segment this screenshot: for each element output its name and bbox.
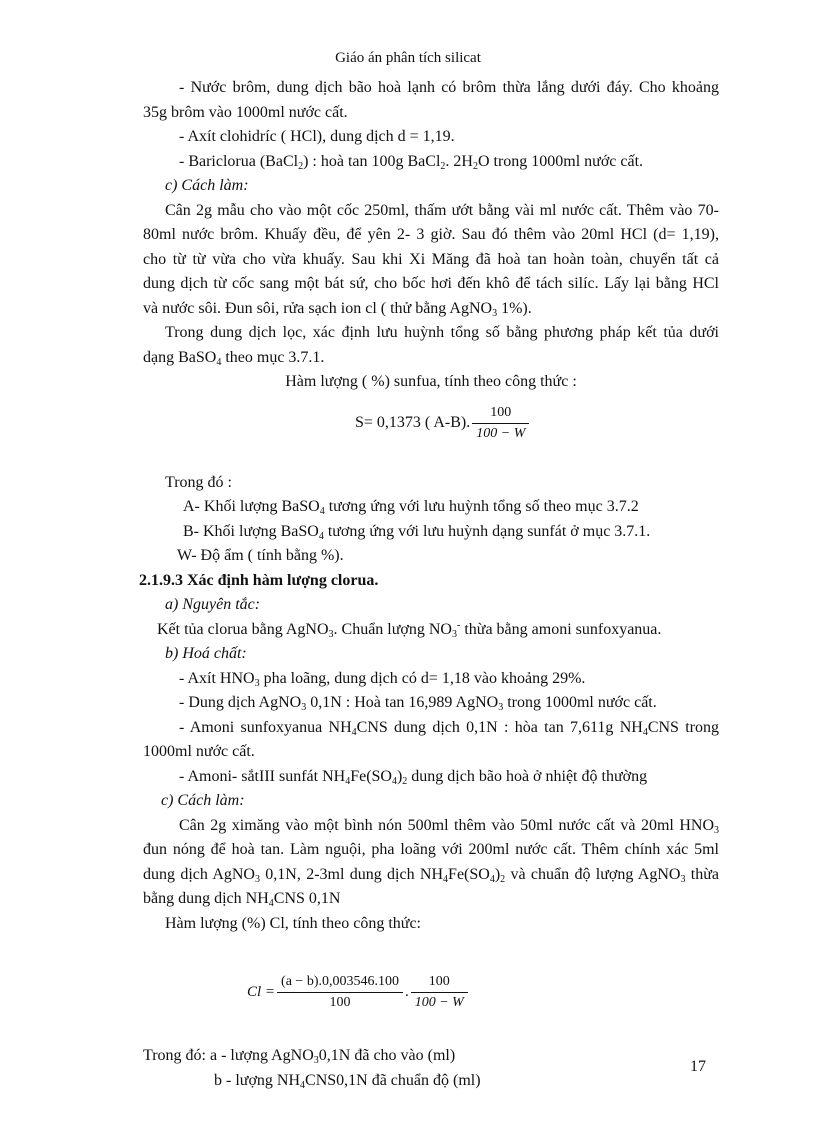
chemical-iron-alum: - Amoni- sắtIII sunfát $NH_4Fe(SO_4)_2$ dung dịch bão hoà ở nhiệt độ thường [179,767,648,787]
chemical-agno3: - Dung dịch AgNO$_3$ 0,1N : Hoà tan 16,989 AgNO$_3$ trong 1000ml nước cất. [179,694,657,713]
chemical-hno3: - Axít $HNO_3$ pha loãng, dung dịch có d= 1,18 vào khoảng 29%. [179,669,586,689]
section-title: 2.1.9.3 Xác định hàm lượng clorua. [139,571,379,589]
reagent-bromine-cont: 35g brôm vào 1000ml nước cất. [143,103,348,121]
procedure-2-line: dung dịch AgNO$_3$ 0,1N, 2-3ml dung dịch $NH_4Fe(SO_4)_2$ và chuẩn độ lượng AgNO$_3$ thừa [143,865,719,885]
procedure-line: Cân 2g mẫu cho vào một cốc 250ml, thấm ướt bằng vài ml nước cất. Thêm vào 70- [165,201,719,219]
reagent-bromine: - Nước brôm, dung dịch bão hoà lạnh có brôm thừa lắng dưới đáy. Cho khoảng [179,79,719,96]
where-item-w: W- Độ ẩm ( tính bằng %). [177,547,344,564]
where-item-b: B- Khối lượng BaSO$_4$ tương ứng với lưu huỳnh dạng sunfát ở mục 3.7.1. [183,522,651,542]
procedure-line: cho từ từ vừa cho vừa khuấy. Sau khi Xi Măng đã hoà tan hoàn toàn, chuyển tất cả [143,250,719,268]
where-item-a: A- Khối lượng BaSO$_4$ tương ứng với lưu huỳnh tổng số theo mục 3.7.2 [183,498,639,517]
chemical-nh4cns-cont: 1000ml nước cất. [143,743,255,760]
formula-fraction: $\frac{100}{100 - W}$ [472,404,529,443]
procedure-2-line: bằng dung dịch $NH_4CNS$ 0,1N [143,890,341,909]
procedure-line: dung dịch từ cốc sang một bát sứ, cho bốc hơi đến khô để tách silíc. Lấy lại bằng HCl [143,275,719,292]
where-label-1: Trong đó : [165,473,232,491]
where-label-2: Trong đó: a - lượng AgNO$_3$0,1N đã cho vào (ml) [143,1047,456,1066]
principle-heading: a) Nguyên tắc: [165,596,261,613]
reagent-hcl: - Axít clohidríc ( HCl), dung dịch d = 1,19. [179,128,455,145]
page-header: Giáo án phân tích silicat [335,50,481,66]
chloride-formula-intro: Hàm lượng (%) Cl, tính theo công thức: [165,914,421,932]
chemical-nh4cns: - Amoni sunfoxyanua $NH_4CNS$ dung dịch 0,1N : hòa tan 7,611g $NH_4CNS$ trong [179,718,720,738]
sulfide-formula-intro: Hàm lượng ( %) sunfua, tính theo công thức : [285,373,577,390]
formula-fraction-2: $\frac{100}{100 - W}$ [411,973,468,1012]
procedure-2-line: Cân 2g ximăng vào một bình nón 500ml thêm vào 50ml nước cất và 20ml $HNO_3$ [179,816,719,836]
procedure-line: 80ml nước brôm. Khuấy đều, để yên 2- 3 giờ. Sau đó thêm vào 20ml HCl (d= 1,19), [143,226,719,243]
reagent-bacl2: - Bariclorua (BaCl$_2$) : hoà tan 100g BaCl$_2$. $2H_2O$ trong 1000ml nước cất. [179,152,644,172]
sulfide-formula [143,395,719,453]
where-2-item-b: b - lượng $NH_4CNS0,1N$ đã chuẩn độ (ml) [214,1071,481,1091]
procedure-heading-2: c) Cách làm: [161,792,245,809]
page-number: 17 [690,1058,706,1075]
chloride-formula: Cl = $\frac{(a - b).0,003546.100}{100}$ . $\frac{100}{100 - W}$ [143,960,719,1024]
procedure-2-line: đun nóng để hoà tan. Làm nguội, pha loãng với 200ml nước cất. Thêm chính xác 5ml [143,841,719,858]
formula-fraction-1: $\frac{(a - b).0,003546.100}{100}$ [277,973,403,1012]
procedure-line: và nước sôi. Đun sôi, rửa sạch ion cl ( thử bằng AgNO$_3$ 1%). [143,299,532,319]
procedure-line: Trong dung dịch lọc, xác định lưu huỳnh tổng số bằng phương pháp kết tủa dưới [165,324,719,341]
principle-text: Kết tủa clorua bằng AgNO$_3$. Chuẩn lượng $NO_3^-$ thừa bằng amoni sunfoxyanua. [157,619,662,640]
formula-lhs: Cl = [247,983,276,1000]
formula-lhs: S= 0,1373 ( A-B). [355,414,471,432]
chemicals-heading: b) Hoá chất: [165,645,247,662]
page-content [139,76,720,1093]
procedure-heading-1: c) Cách làm: [165,177,249,194]
procedure-line: dạng BaSO$_4$ theo mục 3.7.1. [143,348,325,368]
